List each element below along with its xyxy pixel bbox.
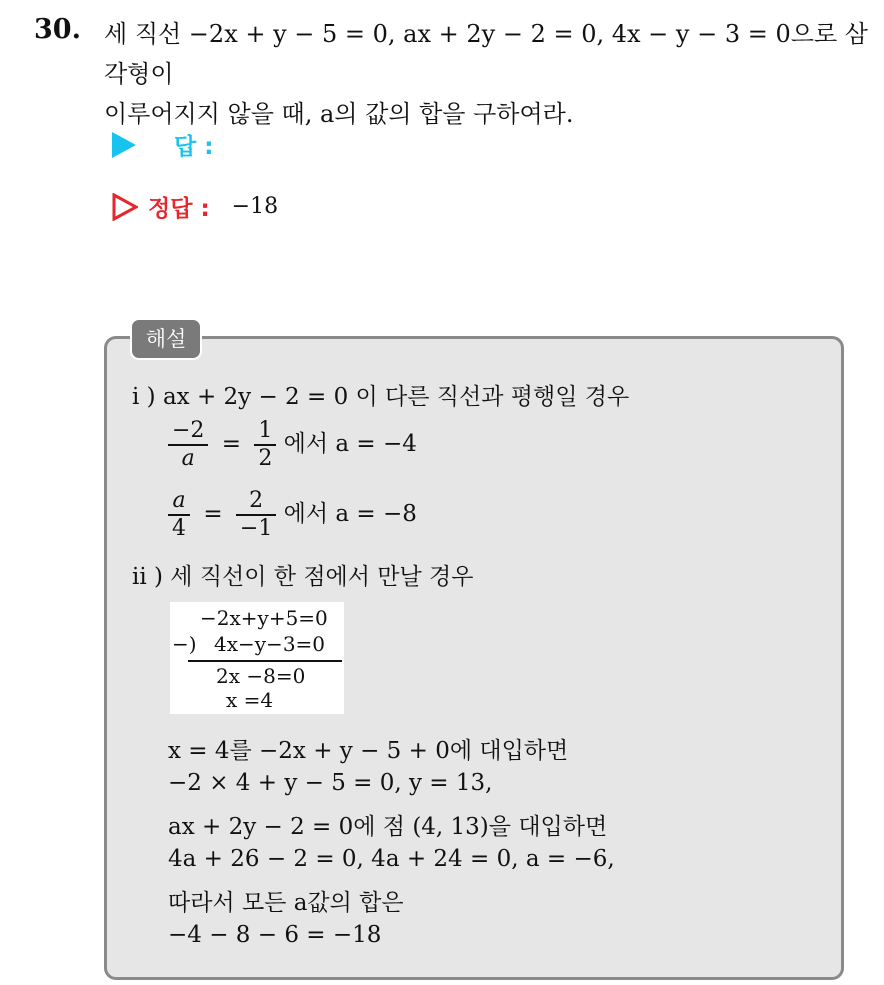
fraction bbox=[254, 418, 276, 472]
fraction bbox=[236, 488, 276, 542]
solution-line-10: −4 − 8 − 6 = −18 bbox=[168, 922, 382, 948]
solution-line-7: ax + 2y − 2 = 0에 점 (4, 13)을 대입하면 bbox=[168, 814, 608, 840]
problem-line-1: 세 직선 −2x + y − 5 = 0, ax + 2y − 2 = 0, 4x − y − 3 = 0으로 삼각형이 bbox=[104, 20, 868, 88]
fraction bbox=[168, 488, 190, 542]
play-triangle-icon bbox=[112, 132, 136, 158]
fraction-numerator: 2 bbox=[249, 488, 264, 513]
fraction bbox=[168, 418, 208, 472]
problem-line-2: 이루어지지 않을 때, a의 값의 합을 구하여라. bbox=[104, 100, 574, 128]
calc-row-3: 2x −8=0 bbox=[216, 664, 306, 688]
calc-divider bbox=[188, 660, 342, 662]
solution-line-8: 4a + 26 − 2 = 0, 4a + 24 = 0, a = −6, bbox=[168, 846, 615, 872]
answer-row bbox=[112, 128, 213, 161]
fraction-denominator: 4 bbox=[172, 515, 186, 541]
solution-line-6: −2 × 4 + y − 5 = 0, y = 13, bbox=[168, 770, 493, 796]
solution-fraction-line-2 bbox=[168, 488, 417, 542]
fraction-denominator: 2 bbox=[258, 445, 273, 471]
outline-triangle-icon bbox=[112, 193, 138, 221]
fraction-line-tail: 에서 a = −8 bbox=[283, 500, 417, 527]
correct-answer-value: −18 bbox=[231, 194, 279, 219]
elimination-calc bbox=[170, 602, 344, 714]
problem-number: 30. bbox=[34, 14, 81, 45]
calc-row-1: −2x+y+5=0 bbox=[200, 606, 328, 630]
fraction-numerator: 1 bbox=[258, 418, 273, 443]
calc-row-4: x =4 bbox=[226, 688, 274, 712]
fraction-denominator: −1 bbox=[239, 515, 273, 541]
solution-line-ii: ii ) 세 직선이 한 점에서 만날 경우 bbox=[132, 564, 474, 590]
solution-line-1: i ) ax + 2y − 2 = 0 이 다른 직선과 평행일 경우 bbox=[132, 384, 630, 410]
correct-answer-row bbox=[112, 190, 278, 223]
correct-answer-label: 정답 : bbox=[148, 196, 210, 222]
fraction-numerator: a bbox=[172, 488, 186, 513]
equals-sign: = bbox=[221, 430, 242, 457]
solution-line-5: x = 4를 −2x + y − 5 + 0에 대입하면 bbox=[168, 738, 569, 764]
fraction-denominator: a bbox=[181, 445, 195, 471]
fraction-line-tail: 에서 a = −4 bbox=[283, 430, 417, 457]
solution-tab: 해설 bbox=[130, 318, 202, 360]
problem-text bbox=[104, 14, 874, 134]
fraction-numerator: −2 bbox=[172, 418, 205, 443]
answer-label: 답 : bbox=[174, 134, 214, 160]
calc-minus-op: −) bbox=[172, 632, 197, 656]
calc-row-2: 4x−y−3=0 bbox=[214, 632, 326, 656]
equals-sign: = bbox=[203, 500, 223, 527]
solution-fraction-line-1 bbox=[168, 418, 417, 472]
solution-line-9: 따라서 모든 a값의 합은 bbox=[168, 890, 404, 916]
